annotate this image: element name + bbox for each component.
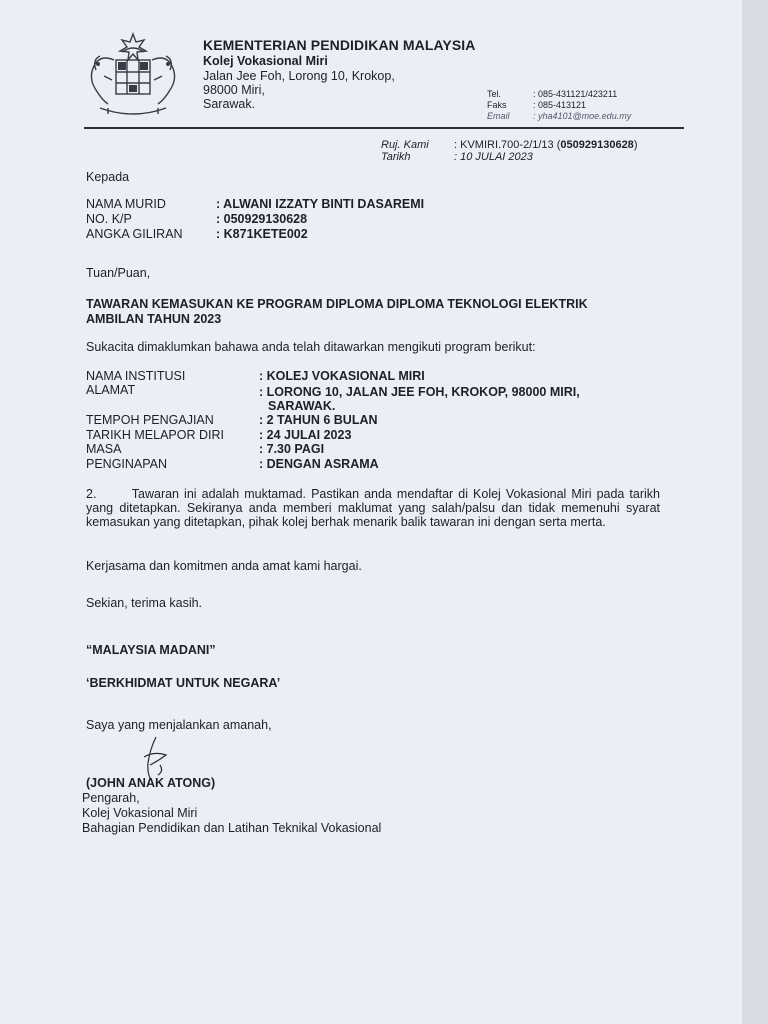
closing-text: Sekian, terima kasih.	[86, 596, 203, 610]
tel-label: Tel.	[487, 89, 502, 99]
appreciation-text: Kerjasama dan komitmen anda amat kami hargai.	[86, 559, 362, 573]
date-label: Tarikh	[381, 151, 411, 163]
report-date-value: : 24 JULAI 2023	[259, 428, 352, 442]
turn-number-label: ANGKA GILIRAN	[86, 227, 183, 241]
report-date-label: TARIKH MELAPOR DIRI	[86, 428, 224, 442]
student-name-value: : ALWANI IZZATY BINTI DASAREMI	[216, 197, 425, 211]
turn-number-value: : K871KETE002	[216, 227, 308, 241]
date-value: : 10 JULAI 2023	[454, 151, 533, 163]
time-value: : 7.30 PAGI	[259, 442, 325, 456]
ref-label: Ruj. Kami	[381, 139, 429, 151]
subject-line-1: TAWARAN KEMASUKAN KE PROGRAM DIPLOMA DIPLOMA TEKNOLOGI ELEKTRIK	[86, 297, 588, 311]
ic-number-label: NO. K/P	[86, 212, 132, 226]
student-name-label: NAMA MURID	[86, 197, 166, 211]
letterhead-divider	[84, 127, 684, 129]
ic-number-value: : 050929130628	[216, 212, 308, 226]
slogan-malaysia-madani: “MALAYSIA MADANI”	[86, 643, 216, 657]
email-value: : yha4101@moe.edu.my	[533, 111, 632, 121]
address-value-cont: SARAWAK.	[268, 399, 336, 413]
signatory-title: Pengarah,	[82, 791, 140, 805]
ref-value: : KVMIRI.700-2/1/13 (050929130628)	[454, 139, 638, 151]
coat-of-arms-icon	[78, 30, 188, 120]
accommodation-value: : DENGAN ASRAMA	[259, 457, 379, 471]
paragraph-2: 2. Tawaran ini adalah muktamad. Pastikan anda mendaftar di Kolej Vokasional Miri pada tarikh yang ditetapkan. Sekiranya anda memberi maklumat yang salah/palsu dan tidak memenuhi syarat kemasukan yang ditetapkan, pihak kolej berhak menarik balik tawaran ini dengan serta merta.	[86, 487, 660, 529]
address-line-2: 98000 Miri,	[203, 83, 265, 97]
recipient-heading: Kepada	[86, 170, 130, 184]
ministry-name: KEMENTERIAN PENDIDIKAN MALAYSIA	[203, 37, 476, 53]
address-value: : LORONG 10, JALAN JEE FOH, KROKOP, 98000 MIRI,	[259, 385, 580, 399]
intro-text: Sukacita dimaklumkan bahawa anda telah ditawarkan mengikuti program berikut:	[86, 340, 536, 354]
slogan-berkhidmat: ‘BERKHIDMAT UNTUK NEGARA’	[86, 676, 281, 690]
subject-line-2: AMBILAN TAHUN 2023	[86, 312, 222, 326]
address-label: ALAMAT	[86, 383, 136, 397]
fax-label: Faks	[487, 100, 507, 110]
duration-value: : 2 TAHUN 6 BULAN	[259, 413, 378, 427]
institution-label: NAMA INSTITUSI	[86, 369, 186, 383]
salutation: Tuan/Puan,	[86, 266, 151, 280]
institution-value: : KOLEJ VOKASIONAL MIRI	[259, 369, 425, 383]
signatory-name: (JOHN ANAK ATONG)	[86, 776, 216, 790]
fax-value: : 085-413121	[533, 100, 587, 110]
accommodation-label: PENGINAPAN	[86, 457, 168, 471]
tel-value: : 085-431121/423211	[533, 89, 618, 99]
signatory-org-1: Kolej Vokasional Miri	[82, 806, 198, 820]
time-label: MASA	[86, 442, 122, 456]
trust-line: Saya yang menjalankan amanah,	[86, 718, 272, 732]
college-name: Kolej Vokasional Miri	[203, 54, 328, 68]
duration-label: TEMPOH PENGAJIAN	[86, 413, 214, 427]
email-label: Email	[487, 111, 510, 121]
signatory-org-2: Bahagian Pendidikan dan Latihan Teknikal Vokasional	[82, 821, 382, 835]
address-line-1: Jalan Jee Foh, Lorong 10, Krokop,	[203, 69, 395, 83]
address-line-3: Sarawak.	[203, 97, 256, 111]
